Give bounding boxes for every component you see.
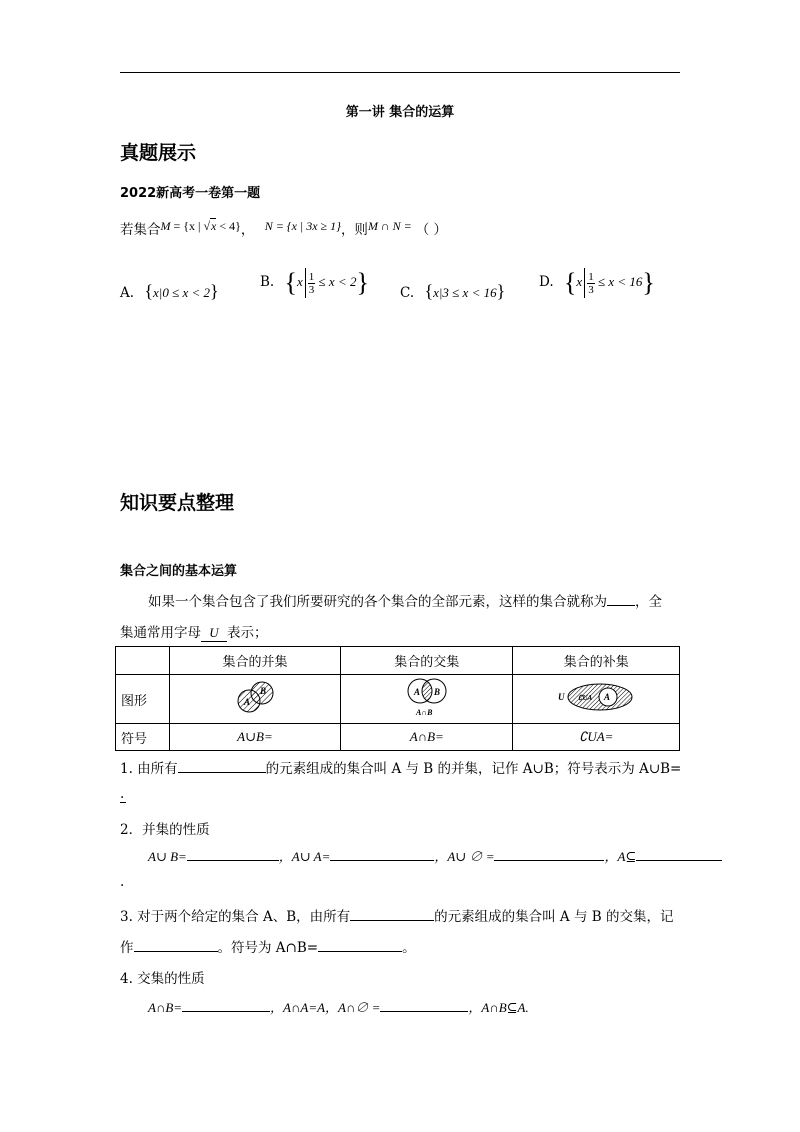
venn-complement-a: A — [604, 692, 611, 702]
item-2-title: 2．并集的性质 — [120, 822, 210, 838]
blank-item1-a — [178, 772, 266, 773]
venn-union-a: A — [243, 697, 250, 707]
venn-intersection-a: A — [413, 687, 420, 697]
symbol-complement: ∁UA= — [513, 724, 680, 751]
item-4-title: 4. 交集的性质 — [120, 971, 205, 987]
blank-item3-a — [350, 920, 434, 921]
set-m: M = {x | √x < 4} — [160, 219, 241, 233]
intro-line-2: 集通常用字母 U 表示； — [120, 625, 268, 641]
intro-line-1: 如果一个集合包含了我们所要研究的各个集合的全部元素，这样的集合就称为 ，全 — [148, 594, 662, 610]
option-d: D. {x $\frac{1}{3}$ ≤ x < 16} — [539, 268, 655, 298]
intersect-expr: M ∩ N = — [367, 219, 412, 233]
item-1-end: . — [120, 786, 125, 802]
item-3-line-2: 作 。符号为 A∩B= 。 — [120, 940, 416, 956]
row-label-graph: 图形 — [116, 675, 170, 724]
item-4-body: A∩B= ，A∩A=A，A∩∅ = ，A∩B⊆A. — [148, 1000, 529, 1015]
lecture-title: 第一讲 集合的运算 — [345, 105, 455, 120]
item-2-end: . — [120, 874, 125, 890]
subsection-title: 集合之间的基本运算 — [120, 564, 238, 579]
blank-item2-d — [636, 860, 722, 861]
header-complement: 集合的补集 — [513, 647, 680, 675]
set-operations-table — [115, 646, 680, 751]
section-title-exam: 真题展示 — [120, 142, 197, 164]
question-stem: 若集合M = {x | √x < 4}， N = {x | 3x ≥ 1}，则M ∩ N = （ ） — [120, 219, 447, 238]
stem-then: ，则 — [340, 222, 368, 238]
venn-intersection-diagram — [397, 675, 457, 719]
symbol-union: A∪B= — [169, 724, 340, 751]
section-title-knowledge: 知识要点整理 — [120, 492, 235, 514]
question-source: 2022新高考一卷第一题 — [120, 186, 261, 201]
header-rule — [120, 72, 680, 73]
stem-prefix: 若集合 — [120, 222, 161, 238]
venn-complement — [513, 675, 680, 724]
row-label-symbol: 符号 — [116, 724, 170, 751]
venn-union — [169, 675, 340, 724]
venn-intersection-b: B — [433, 687, 440, 697]
blank-item4-b — [380, 1011, 468, 1012]
venn-complement-u: U — [558, 692, 565, 702]
venn-union-diagram — [225, 677, 285, 717]
header-intersection: 集合的交集 — [341, 647, 513, 675]
blank-item2-a — [187, 860, 279, 861]
blank-item3-c — [318, 951, 402, 952]
option-c: C. {x|3 ≤ x < 16} — [400, 281, 506, 301]
venn-intersection-label: A∩B — [415, 708, 433, 717]
venn-intersection — [341, 675, 513, 724]
symbol-intersection: A∩B= — [341, 724, 513, 751]
item-2-body: A∪ B= ，A∪ A= ，A∪ ∅ = ，A⊆ — [148, 846, 722, 865]
option-a: A. {x|0 ≤ x < 2} — [120, 281, 219, 301]
blank-item4-a — [182, 1011, 270, 1012]
blank-item2-b — [330, 860, 434, 861]
item-1: 1. 由所有 的元素组成的集合叫 A 与 B 的并集，记作 A∪B；符号表示为 A∪B= — [120, 761, 682, 777]
header-union: 集合的并集 — [169, 647, 340, 675]
venn-complement-cua: ∁UA — [578, 694, 593, 702]
item-3-line-1: 3. 对于两个给定的集合 A、B，由所有 的元素组成的集合叫 A 与 B 的交集，记 — [120, 909, 674, 925]
blank-item2-c — [494, 860, 604, 861]
option-b: B. {x $\frac{1}{3}$ ≤ x < 2} — [260, 268, 369, 298]
answer-paren: （ ） — [415, 222, 447, 238]
table-corner — [116, 647, 170, 675]
blank-item3-b — [134, 951, 218, 952]
set-n: N = {x | 3x ≥ 1} — [264, 219, 341, 233]
venn-complement-diagram — [556, 679, 636, 715]
blank-universal-set — [607, 605, 635, 606]
venn-union-b: B — [259, 686, 266, 696]
